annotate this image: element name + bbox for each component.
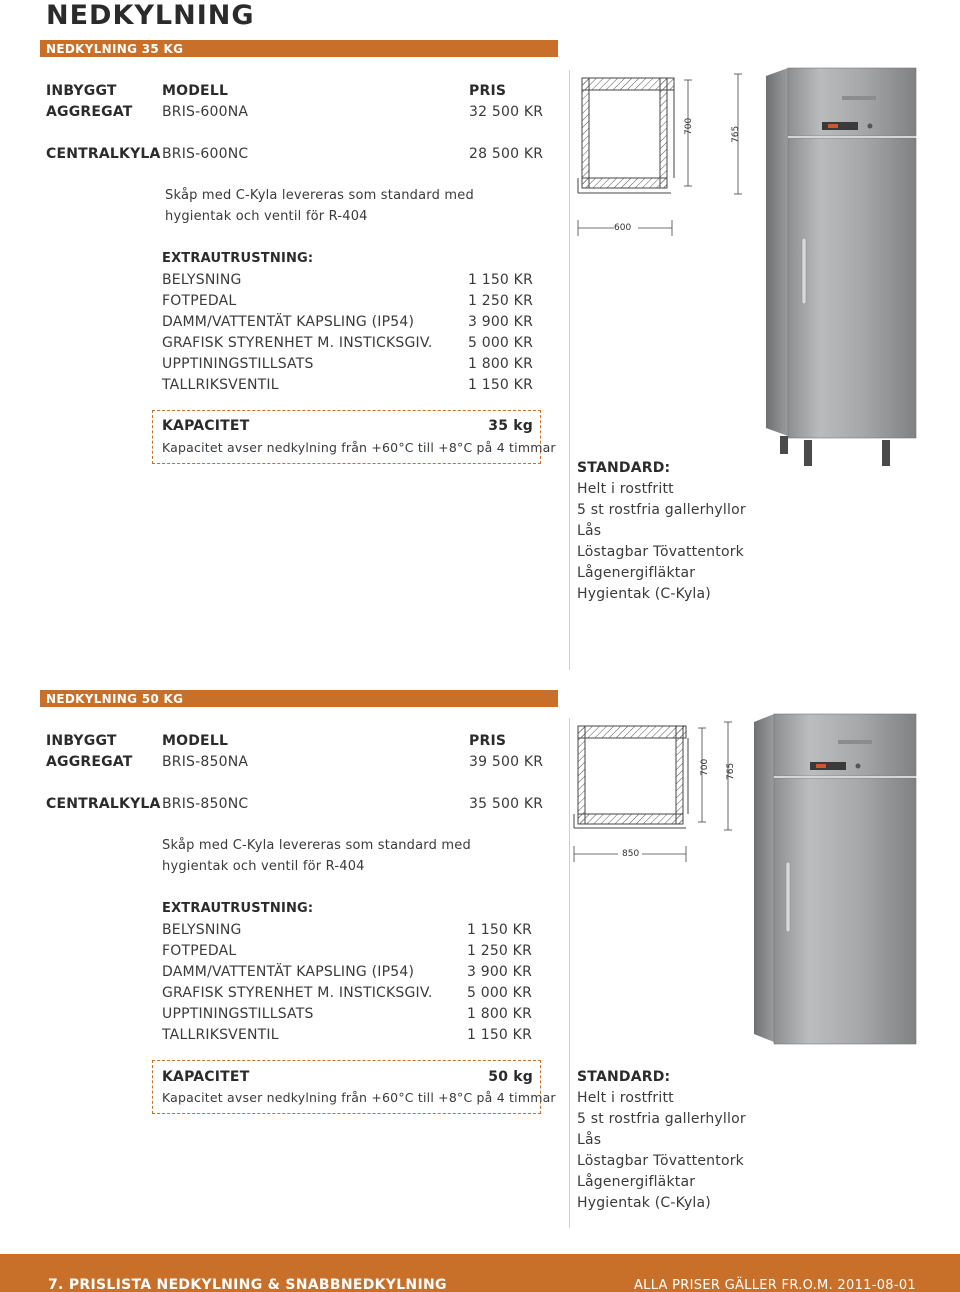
kapacitet-value: 35 kg <box>488 418 533 434</box>
extra-name: GRAFISK STYRENHET M. INSTICKSGIV. <box>162 985 433 1001</box>
fridge-image-600 <box>762 66 922 470</box>
extra-name: GRAFISK STYRENHET M. INSTICKSGIV. <box>162 335 433 351</box>
model-bris-600na: BRIS-600NA <box>162 104 249 120</box>
note-line-2: hygientak och ventil för R-404 <box>165 209 368 224</box>
standard-item: Lås <box>577 523 602 539</box>
col-modell: MODELL <box>162 83 229 99</box>
divider-line <box>569 70 570 670</box>
extra-price: 1 250 KR <box>466 943 532 959</box>
standard-title: STANDARD: <box>577 460 671 476</box>
note-line-1: Skåp med C-Kyla levereras som standard med <box>162 838 471 853</box>
standard-item: Helt i rostfritt <box>577 481 674 497</box>
kapacitet-text: Kapacitet avser nedkylning från +60°C till +8°C på 4 timmar <box>162 440 556 455</box>
extra-name: UPPTININGSTILLSATS <box>162 1006 314 1022</box>
dim-outer-label: 765 <box>726 762 736 780</box>
kapacitet-label: KAPACITET <box>162 418 250 434</box>
extra-name: TALLRIKSVENTIL <box>162 1027 279 1043</box>
row-label-aggregat: AGGREGAT <box>46 754 133 770</box>
extra-price: 1 250 KR <box>467 293 533 309</box>
note-line-1: Skåp med C-Kyla levereras som standard med <box>165 188 474 203</box>
extra-name: BELYSNING <box>162 922 242 938</box>
standard-item: Lås <box>577 1132 602 1148</box>
section-header-50kg: NEDKYLNING 50 KG <box>40 690 558 707</box>
model-bris-600nc: BRIS-600NC <box>162 146 249 162</box>
price-bris-600nc: 28 500 KR <box>469 146 544 162</box>
price-bris-850na: 39 500 KR <box>469 754 544 770</box>
standard-item: Löstagbar Tövattentork <box>577 1153 744 1169</box>
extras-title: EXTRAUTRUSTNING: <box>162 251 314 266</box>
extra-name: UPPTININGSTILLSATS <box>162 356 314 372</box>
extra-price: 1 800 KR <box>466 1006 532 1022</box>
row-label-centralkyla: CENTRALKYLA <box>46 146 161 162</box>
extra-price: 1 150 KR <box>467 377 533 393</box>
extra-name: DAMM/VATTENTÄT KAPSLING (IP54) <box>162 314 415 330</box>
footer-title: 7. PRISLISTA NEDKYLNING & SNABBNEDKYLNING <box>48 1277 447 1292</box>
extra-price: 1 150 KR <box>466 1027 532 1043</box>
col-pris: PRIS <box>469 733 507 749</box>
dim-outer-label: 765 <box>731 125 741 143</box>
dim-inner-label: 700 <box>700 758 710 776</box>
divider-line <box>569 718 570 1228</box>
model-bris-850na: BRIS-850NA <box>162 754 249 770</box>
standard-item: 5 st rostfria gallerhyllor <box>577 1111 746 1127</box>
extra-name: TALLRIKSVENTIL <box>162 377 279 393</box>
extra-price: 3 900 KR <box>467 314 533 330</box>
standard-item: Lågenergifläktar <box>577 565 696 581</box>
dimension-drawing-850 <box>572 718 748 868</box>
standard-item: Helt i rostfritt <box>577 1090 674 1106</box>
standard-item: 5 st rostfria gallerhyllor <box>577 502 746 518</box>
price-bris-850nc: 35 500 KR <box>469 796 544 812</box>
extra-name: DAMM/VATTENTÄT KAPSLING (IP54) <box>162 964 415 980</box>
dim-width-label: 600 <box>614 223 632 233</box>
extra-price: 5 000 KR <box>467 335 533 351</box>
kapacitet-text: Kapacitet avser nedkylning från +60°C till +8°C på 4 timmar <box>162 1090 556 1105</box>
kapacitet-value: 50 kg <box>488 1069 533 1085</box>
standard-title: STANDARD: <box>577 1069 671 1085</box>
dimension-drawing-600 <box>576 70 752 240</box>
col-pris: PRIS <box>469 83 507 99</box>
standard-item: Lågenergifläktar <box>577 1174 696 1190</box>
standard-item: Hygientak (C-Kyla) <box>577 1195 711 1211</box>
footer-validity-date: ALLA PRISER GÄLLER FR.O.M. 2011-08-01 <box>633 1278 916 1292</box>
model-bris-850nc: BRIS-850NC <box>162 796 249 812</box>
price-bris-600na: 32 500 KR <box>469 104 544 120</box>
col-modell: MODELL <box>162 733 229 749</box>
dim-inner-label: 700 <box>684 117 694 135</box>
standard-item: Hygientak (C-Kyla) <box>577 586 711 602</box>
section-header-35kg: NEDKYLNING 35 KG <box>40 40 558 57</box>
extra-name: FOTPEDAL <box>162 293 237 309</box>
extra-price: 5 000 KR <box>466 985 532 1001</box>
fridge-image-850 <box>750 712 920 1062</box>
page-title: NEDKYLNING <box>46 0 255 31</box>
extra-name: BELYSNING <box>162 272 242 288</box>
col-inbyggt: INBYGGT <box>46 733 117 749</box>
col-inbyggt: INBYGGT <box>46 83 117 99</box>
note-line-2: hygientak och ventil för R-404 <box>162 859 365 874</box>
row-label-centralkyla: CENTRALKYLA <box>46 796 161 812</box>
extra-name: FOTPEDAL <box>162 943 237 959</box>
extra-price: 3 900 KR <box>466 964 532 980</box>
row-label-aggregat: AGGREGAT <box>46 104 133 120</box>
extra-price: 1 800 KR <box>467 356 533 372</box>
extras-title: EXTRAUTRUSTNING: <box>162 901 314 916</box>
extra-price: 1 150 KR <box>466 922 532 938</box>
extra-price: 1 150 KR <box>467 272 533 288</box>
kapacitet-label: KAPACITET <box>162 1069 250 1085</box>
dim-width-label: 850 <box>622 849 640 859</box>
standard-item: Löstagbar Tövattentork <box>577 544 744 560</box>
